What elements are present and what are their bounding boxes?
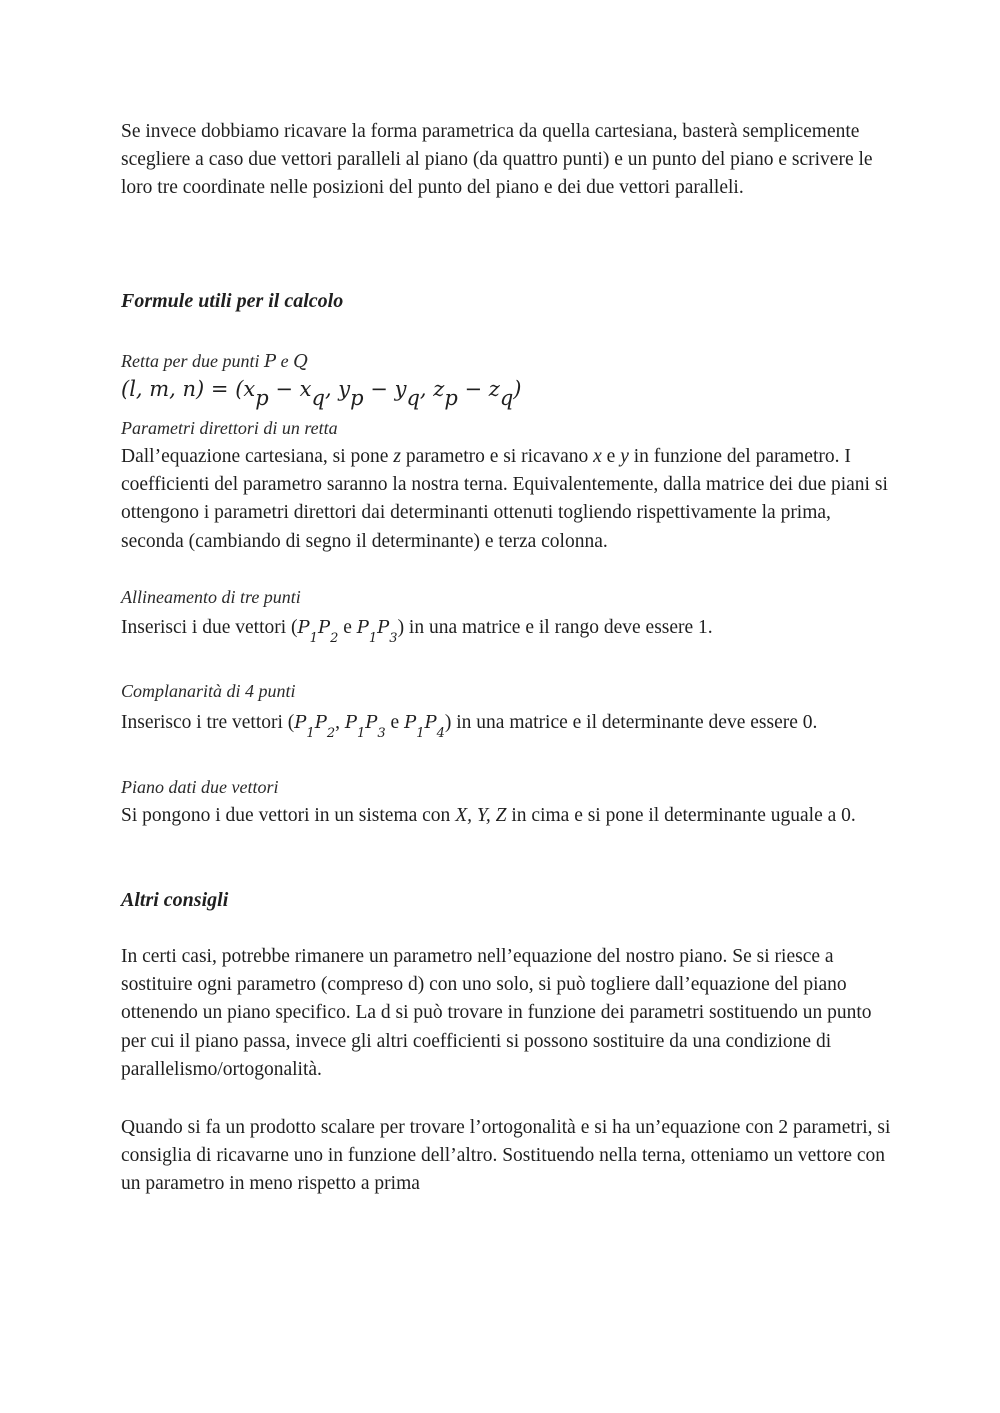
sub-1: 1 [309, 631, 318, 646]
c-sub-4: 4 [436, 726, 445, 741]
c-sub-3: 3 [377, 726, 386, 741]
c-sub-1a: 1 [306, 726, 315, 741]
subheading-parametri-direttori: Parametri direttori di un retta [121, 418, 338, 438]
var-xyz: X, Y, Z [455, 805, 507, 826]
parametri-text-1: Dall’equazione cartesiana, si pone [121, 446, 394, 467]
vector-p1p2-p1: P [297, 617, 310, 638]
consigli-paragraph-2: Quando si fa un prodotto scalare per trovare l’ortogonalità e si ha un’equazione con 2 parametri, si consiglia di ricavarne uno in funzione dell’altro. Sostituendo nella terna, otteniamo un vettore con un parametro in meno rispetto a prima [121, 1117, 891, 1195]
parametri-paragraph [121, 443, 891, 556]
consigli-paragraph-1: In certi casi, potrebbe rimanere un parametro nell’equazione del nostro piano. Se si riesce a sostituire ogni parametro (compreso d) con uno solo, si può togliere dall’equazione del piano ottenendo un piano specifico. La d si può trovare in funzione dei parametri sostituendo un punto per cui il piano passa, invece gli altri coefficienti si possono sostituire da una condizione di parallelismo/ortogonalità. [121, 946, 872, 1080]
intro-paragraph: Se invece dobbiamo ricavare la forma parametrica da quella cartesiana, basterà semplicemente scegliere a caso due vettori paralleli al piano (da quattro punti) e un punto del piano e scrivere le loro tre coordinate nelle posizioni del punto del piano e dei due vettori paralleli. [121, 121, 873, 199]
subheading-allineamento: Allineamento di tre punti [121, 587, 301, 607]
vector-p1p3-p3: P [377, 617, 390, 638]
allineamento-text-1: Inserisci i due vettori ( [121, 617, 298, 638]
vector-p1p2-p2: P [317, 617, 331, 638]
formula-minus-1: − [268, 377, 300, 401]
c-vec3-p1: P [404, 712, 417, 733]
formula-comma-1: , [324, 377, 339, 401]
c-vec2-p3: P [365, 712, 378, 733]
formula-comma-2: , [419, 377, 434, 401]
formula-minus-2: − [363, 377, 395, 401]
formula-z-2: z [488, 377, 500, 401]
c-sub-1b: 1 [356, 726, 366, 741]
piano-text-2: in cima e si pone il determinante uguale a 0. [506, 805, 856, 826]
parametri-text-3: in funzione del parametro. I coefficienti del parametro saranno la nostra terna. Equivalentemente, dalla matrice dei due piani si ottengono i parametri direttori dai determinanti ottenuti togliendo rispettivamente la prima, seconda (cambiando di segno il determinante) e terza colonna. [121, 446, 888, 552]
formula-minus-3: − [457, 377, 489, 401]
sub-3: 3 [389, 631, 398, 646]
formula-x-2: x [299, 377, 312, 401]
formula-y-2: y [394, 377, 407, 401]
formula-sub-zp: p [444, 386, 458, 410]
complanarita-text-1: Inserisco i tre vettori ( [121, 712, 295, 733]
formula-sub-xp: p [255, 386, 269, 410]
piano-paragraph [121, 802, 891, 830]
formula-lhs: (l, m, n) = ( [121, 377, 244, 401]
retta-title-text: Retta per due punti [121, 351, 264, 371]
formula-sub-yq: q [406, 386, 420, 410]
var-z: z [393, 446, 401, 467]
vector-p1p3-p1: P [356, 617, 369, 638]
formula-sub-zq: q [499, 386, 514, 410]
allineamento-and: e [338, 617, 357, 638]
formula-z: z [433, 377, 445, 401]
complanarita-paragraph [121, 709, 891, 739]
formula-y: y [338, 377, 351, 401]
allineamento-paragraph [121, 614, 891, 644]
retta-and-text: e [276, 351, 294, 371]
allineamento-text-2: ) in una matrice e il rango deve essere 1. [397, 617, 713, 638]
formula-close: ) [513, 377, 522, 401]
retta-formula [121, 377, 522, 410]
sub-2: 2 [330, 631, 339, 646]
parametri-text-2: parametro e si ricavano [400, 446, 594, 467]
c-vec1-p2: P [314, 712, 327, 733]
var-x: x [593, 446, 602, 467]
formula-x: x [243, 377, 256, 401]
piano-text-1: Si pongono i due vettori in un sistema con [121, 805, 456, 826]
c-vec1-p1: P [294, 712, 307, 733]
heading-formule-utili: Formule utili per il calcolo [121, 290, 344, 312]
point-p-symbol: P [263, 351, 277, 372]
formula-sub-yp: p [350, 386, 364, 410]
subheading-piano-due-vettori: Piano dati due vettori [121, 777, 279, 797]
sub-1b: 1 [368, 631, 378, 646]
parametri-and: e [601, 446, 621, 467]
complanarita-sep: , [335, 712, 345, 733]
subheading-retta-due-punti [121, 351, 308, 372]
point-q-symbol: Q [293, 351, 308, 372]
complanarita-and: e [385, 712, 405, 733]
subheading-complanarita: Complanarità di 4 punti [121, 681, 296, 701]
c-sub-2: 2 [326, 726, 336, 741]
c-sub-1c: 1 [416, 726, 425, 741]
heading-altri-consigli: Altri consigli [121, 889, 229, 911]
formula-sub-xq: q [311, 386, 325, 410]
var-y: y [620, 446, 629, 467]
complanarita-text-2: ) in una matrice e il determinante deve essere 0. [444, 712, 818, 733]
c-vec2-p1: P [344, 712, 357, 733]
c-vec3-p4: P [424, 712, 437, 733]
